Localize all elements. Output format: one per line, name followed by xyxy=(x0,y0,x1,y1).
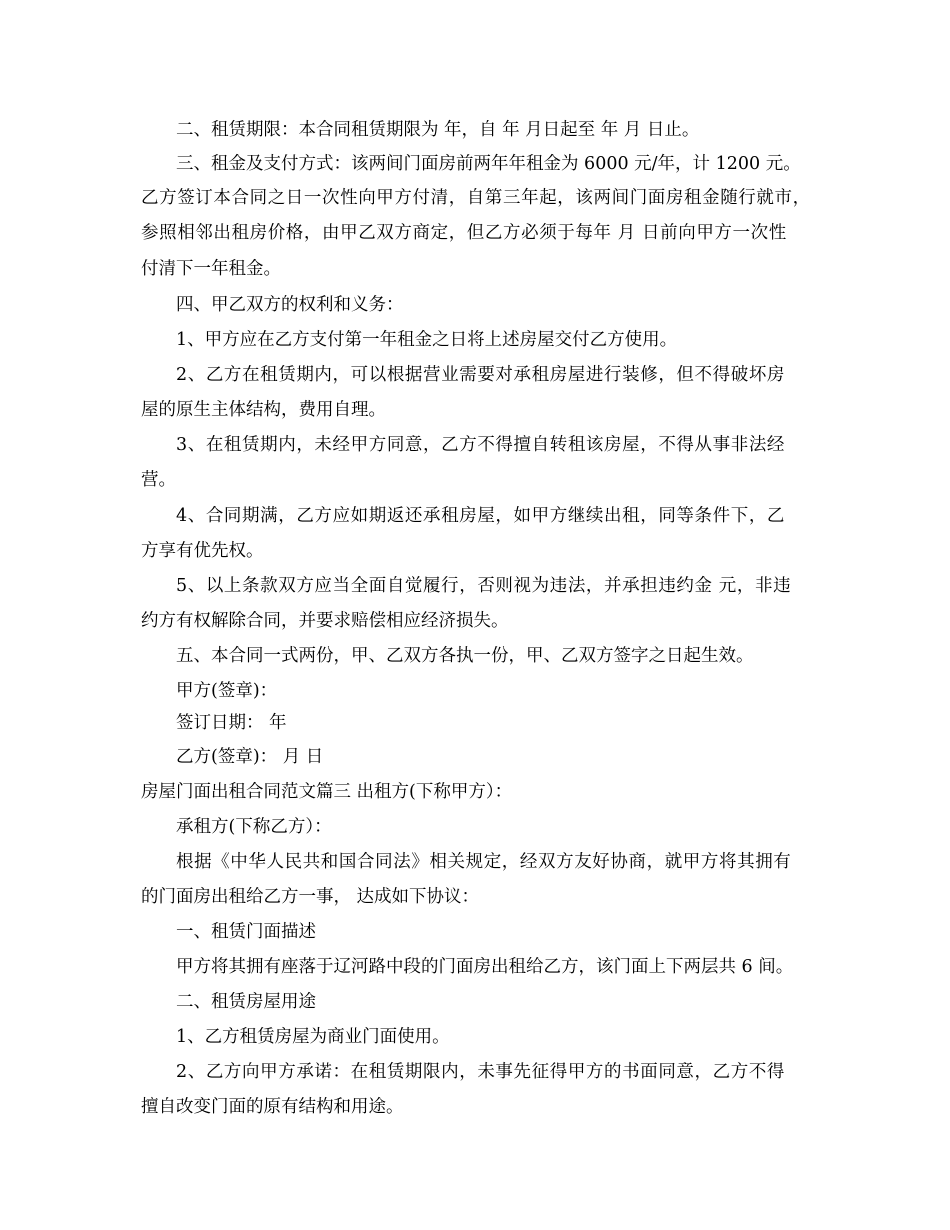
section-2-item-1: 1、乙方租赁房屋为商业门面使用。 xyxy=(176,1027,450,1047)
clause-4-item-3-cont: 营。 xyxy=(141,470,176,490)
section-2-item-2: 2、乙方向甲方承诺：在租赁期限内，未事先征得甲方的书面同意，乙方不得 xyxy=(176,1062,786,1082)
clause-3-line-3: 参照相邻出租房价格，由甲乙双方商定，但乙方必须于每年 月 日前向甲方一次性 xyxy=(141,223,787,243)
clause-3-line-4: 付清下一年租金。 xyxy=(141,259,281,279)
clause-4-item-1: 1、甲方应在乙方支付第一年租金之日将上述房屋交付乙方使用。 xyxy=(176,330,678,350)
signing-date: 签订日期： 年 xyxy=(176,713,287,733)
clause-4-item-2: 2、乙方在租赁期内，可以根据营业需要对承租房屋进行装修，但不得破坏房 xyxy=(176,365,786,385)
lessee-line: 承租方(下称乙方）： xyxy=(176,817,332,837)
section-2-heading: 二、租赁房屋用途 xyxy=(176,992,316,1012)
clause-3-rent-payment: 三、租金及支付方式：该两间门面房前两年年租金为 6000 元/年，计 1200 元。 xyxy=(176,154,801,174)
clause-4-heading: 四、甲乙双方的权利和义务： xyxy=(176,295,404,315)
party-a-signature: 甲方(签章)： xyxy=(176,681,278,701)
section-2-item-2-cont: 擅自改变门面的原有结构和用途。 xyxy=(141,1097,404,1117)
clause-2-lease-term: 二、租赁期限：本合同租赁期限为 年，自 年 月日起至 年 月 日止。 xyxy=(176,120,700,140)
preamble: 根据《中华人民共和国合同法》相关规定，经双方友好协商，就甲方将其拥有 xyxy=(176,852,792,872)
clause-4-item-4-cont: 方享有优先权。 xyxy=(141,541,264,561)
clause-3-line-2: 乙方签订本合同之日一次性向甲方付清，自第三年起，该两间门面房租金随行就市， xyxy=(141,188,811,208)
section-1-description: 甲方将其拥有座落于辽河路中段的门面房出租给乙方，该门面上下两层共 6 间。 xyxy=(176,957,794,977)
clause-4-item-5: 5、以上条款双方应当全面自觉履行，否则视为违法，并承担违约金 元，非违 xyxy=(176,576,792,596)
section-title-lessor: 房屋门面出租合同范文篇三 出租方(下称甲方）： xyxy=(141,782,513,802)
clause-4-item-4: 4、合同期满，乙方应如期返还承租房屋，如甲方继续出租，同等条件下，乙 xyxy=(176,506,786,526)
clause-4-item-2-cont: 屋的原生主体结构，费用自理。 xyxy=(141,400,386,420)
section-1-heading: 一、租赁门面描述 xyxy=(176,922,316,942)
preamble-cont: 的门面房出租给乙方一事， 达成如下协议： xyxy=(141,887,480,907)
clause-4-item-3: 3、在租赁期内，未经甲方同意，乙方不得擅自转租该房屋，不得从事非法经 xyxy=(176,435,786,455)
party-b-signature: 乙方(签章)： 月 日 xyxy=(176,747,324,767)
clause-5-effect: 五、本合同一式两份，甲、乙双方各执一份，甲、乙双方签字之日起生效。 xyxy=(176,646,754,666)
clause-4-item-5-cont: 约方有权解除合同，并要求赔偿相应经济损失。 xyxy=(141,611,509,631)
